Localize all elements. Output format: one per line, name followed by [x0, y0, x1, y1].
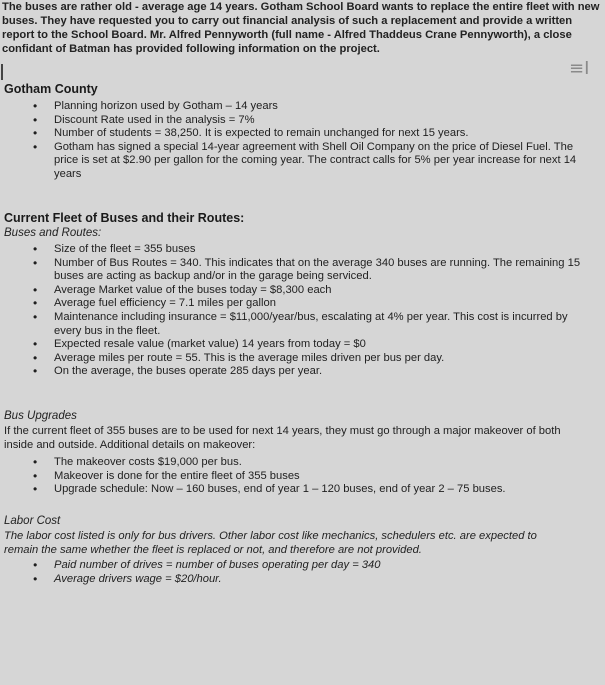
list-item: • Number of Bus Routes = 340. This indicates that on the average 340 buses are running. The remaining 15 buses are acting as backup and/or in the garage being serviced. — [30, 257, 592, 284]
upgrades-heading: Bus Upgrades — [4, 410, 77, 422]
labor-list — [30, 559, 592, 586]
upgrades-list — [30, 456, 592, 497]
list-item: • Upgrade schedule: Now – 160 buses, end of year 1 – 120 buses, end of year 2 – 75 buses. — [30, 483, 592, 497]
list-item: • On the average, the buses operate 285 days per year. — [30, 365, 592, 379]
list-item: • Number of students = 38,250. It is expected to remain unchanged for next 15 years. — [30, 127, 590, 141]
fleet-subheading: Buses and Routes: — [4, 227, 102, 239]
county-list — [30, 100, 590, 182]
text-cursor-icon: ≡I — [569, 58, 590, 79]
fleet-list — [30, 243, 592, 379]
upgrades-paragraph: If the current fleet of 355 buses are to be used for next 14 years, they must go through a major makeover of both inside and outside. Additional details on makeover: — [4, 425, 561, 451]
county-heading: Gotham County — [4, 82, 98, 96]
line-marker — [1, 64, 3, 80]
list-item: • Size of the fleet = 355 buses — [30, 243, 592, 257]
labor-paragraph: The labor cost listed is only for bus drivers. Other labor cost like mechanics, schedulers etc. are expected to remain the same whether the fleet is replaced or not, and therefore are not provided. — [4, 530, 537, 556]
intro-paragraph: The buses are rather old - average age 14 years. Gotham School Board wants to replace the entire fleet with new buses. They have requested you to carry out financial analysis of such a replacement and provide a written report to the School Board. Mr. Alfred Pennyworth (full name - Alfred Thaddeus Crane Pennyworth), a close confidant of Batman has provided following information on the project. — [2, 1, 600, 55]
labor-heading: Labor Cost — [4, 515, 61, 527]
list-item: • Expected resale value (market value) 14 years from today = $0 — [30, 338, 592, 352]
list-item: • Average Market value of the buses today = $8,300 each — [30, 284, 592, 298]
list-item: • Average drivers wage = $20/hour. — [30, 573, 592, 587]
list-item: • Gotham has signed a special 14-year agreement with Shell Oil Company on the price of Diesel Fuel. The price is set at $2.90 per gallon for the coming year. The contract calls for 5% per year increase for next 14 years — [30, 141, 590, 182]
list-item: • Planning horizon used by Gotham – 14 years — [30, 100, 590, 114]
list-item: • Average miles per route = 55. This is the average miles driven per bus per day. — [30, 352, 592, 366]
list-item: • Discount Rate used in the analysis = 7% — [30, 114, 590, 128]
list-item: • Maintenance including insurance = $11,000/year/bus, escalating at 4% per year. This cost is incurred by every bus in the fleet. — [30, 311, 592, 338]
list-item: • Average fuel efficiency = 7.1 miles per gallon — [30, 297, 592, 311]
list-item: • Paid number of drives = number of buses operating per day = 340 — [30, 559, 592, 573]
fleet-heading: Current Fleet of Buses and their Routes: — [4, 211, 245, 225]
list-item: • Makeover is done for the entire fleet of 355 buses — [30, 470, 592, 484]
list-item: • The makeover costs $19,000 per bus. — [30, 456, 592, 470]
